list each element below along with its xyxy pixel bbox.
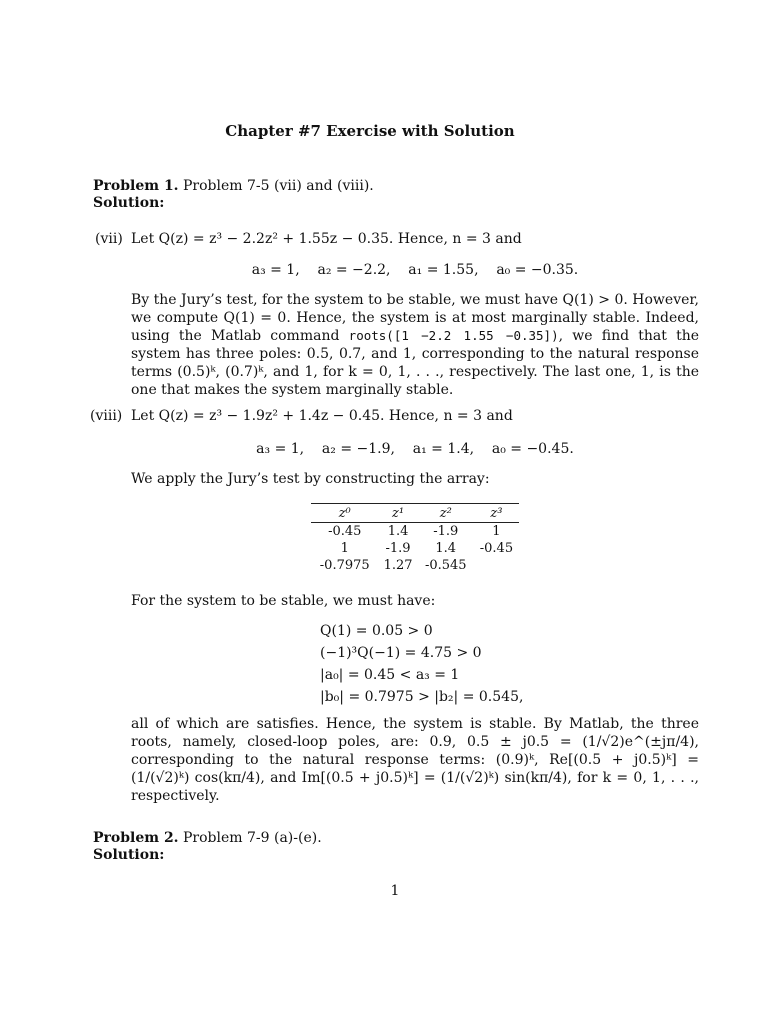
table-cell: 1.4	[435, 541, 457, 556]
part-vii-label: (vii)	[95, 231, 123, 247]
problem-1-label: Problem 1.	[93, 178, 179, 194]
matlab-command: roots([1 −2.2 1.55 −0.35])	[348, 328, 559, 343]
jury-header-z1: z¹	[378, 504, 417, 523]
problem-2-heading-line	[93, 829, 322, 847]
jury-header-z0: z⁰	[311, 504, 378, 523]
table-row	[311, 523, 519, 541]
part-vii-body-text-1: By the Jury’s test, for the system to be stable, we must have Q(1) > 0. However, we compute Q(1) = 0. Hence, the system is at most marginally stable. Indeed, using the Matlab command	[131, 292, 699, 344]
table-cell: -1.9	[433, 524, 459, 539]
table-cell: 1.27	[383, 558, 413, 573]
jury-header-z3: z³	[474, 504, 519, 523]
problem-2-text: Problem 7-9 (a)-(e).	[183, 830, 322, 846]
part-vii-body-text-2: , we find that the system has three poles: 0.5, 0.7, and 1, corresponding to the natural response terms (0.5)ᵏ, (0.7)ᵏ, and 1, for k = 0, 1, . . ., respectively. The last one, 1, is the one that makes the system marginally stable.	[131, 328, 700, 398]
jury-header-z2: z²	[418, 504, 474, 523]
table-row	[311, 557, 519, 574]
stability-conditions	[320, 620, 580, 708]
problem-1-solution-label: Solution:	[93, 195, 165, 211]
stability-requirement-text: For the system to be stable, we must have:	[131, 593, 436, 609]
page-title: Chapter #7 Exercise with Solution	[225, 122, 515, 140]
table-row	[311, 540, 519, 557]
part-viii-intro: Let Q(z) = z³ − 1.9z² + 1.4z − 0.45. Hence, n = 3 and	[131, 408, 513, 424]
condition-b0: |b₀| = 0.7975 > |b₂| = 0.545,	[320, 689, 524, 705]
part-vii-intro: Let Q(z) = z³ − 2.2z² + 1.55z − 0.35. Hence, n = 3 and	[131, 231, 522, 247]
part-vii-coefficients: a₃ = 1, a₂ = −2.2, a₁ = 1.55, a₀ = −0.35.	[251, 262, 579, 278]
conclusion-text-2: , corresponding to the natural response terms: (0.9)ᵏ, Re[(0.5 + j0.5)ᵏ] = (1/(√2)ᵏ) cos(kπ/4), and Im[(0.5 + j0.5)ᵏ] = (1/(√2)ᵏ) sin(kπ/4), for k = 0, 1, . . ., respectively.	[131, 734, 699, 804]
condition-a0: |a₀| = 0.45 < a₃ = 1	[320, 667, 460, 683]
page-number: 1	[390, 883, 400, 899]
table-cell: -0.7975	[319, 558, 370, 573]
problem-2-label: Problem 2.	[93, 830, 179, 846]
jury-array-table	[311, 503, 519, 574]
part-viii-label: (viii)	[90, 408, 123, 424]
problem-1-text: Problem 7-5 (vii) and (viii).	[183, 178, 374, 194]
problem-2-solution-label: Solution:	[93, 847, 165, 863]
part-viii-coefficients: a₃ = 1, a₂ = −1.9, a₁ = 1.4, a₀ = −0.45.	[256, 441, 574, 457]
problem-1-heading-line	[93, 177, 374, 195]
jury-array-header-row	[311, 504, 519, 523]
table-cell: 1.4	[387, 524, 409, 539]
table-cell: 1	[340, 541, 349, 556]
jury-array-intro: We apply the Jury’s test by constructing the array:	[131, 471, 490, 487]
condition-q-minus-1: (−1)³Q(−1) = 4.75 > 0	[320, 645, 482, 661]
table-cell: 1	[492, 524, 501, 539]
conclusion-text-1: all of which are satisfies. Hence, the system is stable. By Matlab, the three roots, namely, closed-loop poles, are: 0.9, 0.5 ± j0.5 =	[131, 716, 699, 750]
table-cell: -1.9	[385, 541, 411, 556]
table-cell	[474, 557, 519, 574]
table-cell: -0.45	[328, 524, 362, 539]
part-viii-conclusion	[131, 715, 699, 805]
pole-polar-expression: (1/√2)e^(±jπ/4)	[582, 734, 695, 750]
table-cell: -0.45	[479, 541, 514, 556]
condition-q1: Q(1) = 0.05 > 0	[320, 623, 433, 639]
table-cell: -0.545	[424, 558, 467, 573]
part-vii-body	[131, 291, 699, 399]
